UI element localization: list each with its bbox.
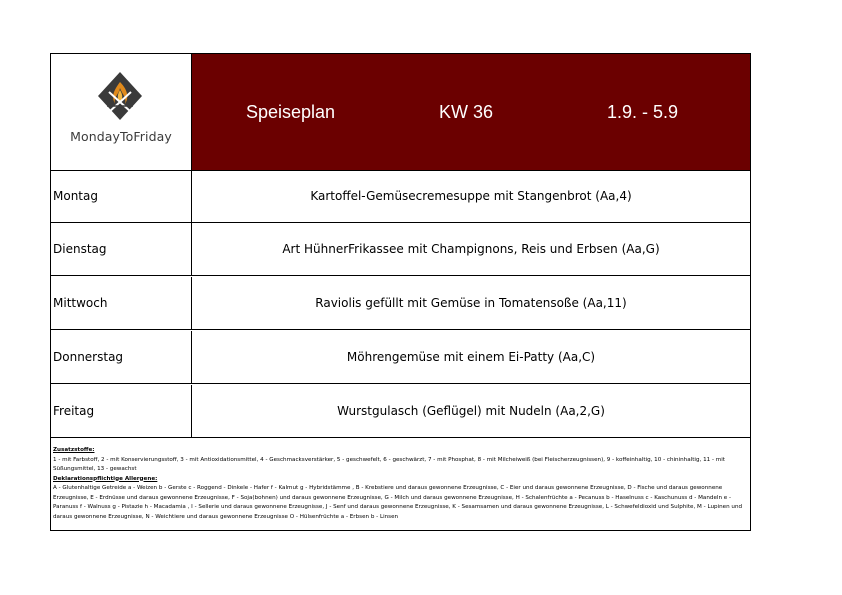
footnotes xyxy=(53,446,746,522)
day-label: Mittwoch xyxy=(51,277,192,329)
flame-logo-icon xyxy=(95,70,145,124)
meal-description: Wurstgulasch (Geflügel) mit Nudeln (Aa,2,G) xyxy=(337,404,605,418)
table-row xyxy=(51,277,750,330)
logo-cell xyxy=(51,54,192,170)
day-label: Montag xyxy=(51,170,192,222)
menu-sheet xyxy=(50,53,751,531)
week-label: KW 36 xyxy=(439,102,494,122)
page-title: Speiseplan xyxy=(246,102,336,122)
additives-heading: Zusatzstoffe: xyxy=(53,447,95,453)
table-row xyxy=(51,385,750,438)
meal-description: Raviolis gefüllt mit Gemüse in Tomatensoße (Aa,11) xyxy=(315,296,627,310)
day-label: Freitag xyxy=(51,385,192,437)
meal-description: Kartoffel-Gemüsecremesuppe mit Stangenbrot (Aa,4) xyxy=(310,189,632,203)
day-label: Dienstag xyxy=(51,223,192,275)
header xyxy=(51,54,750,171)
day-label: Donnerstag xyxy=(51,331,192,383)
allergens-heading: Deklarationspflichtige Allergene: xyxy=(53,475,158,482)
meal-description: Möhrengemüse mit einem Ei-Patty (Aa,C) xyxy=(346,350,596,364)
logo-text: MondayToFriday xyxy=(70,129,172,144)
title-banner xyxy=(192,54,750,170)
table-row xyxy=(51,170,750,223)
additives-text: 1 - mit Farbstoff, 2 - mit Konservierungsstoff, 3 - mit Antioxidationsmittel, 4 - Geschmacksverstärker, 5 - geschwefelt, 6 - geschwärzt, 7 - mit Phosphat, 8 - mit Milcheiweiß (bei Fleischerzeugnissen), 9 - koffeinhaltig, 10 - chininhaltig, 11 - mit Süßungsmittel, 13 - gewachst xyxy=(53,456,725,472)
table-row xyxy=(51,331,750,384)
table-row xyxy=(51,223,750,276)
date-range: 1.9. - 5.9 xyxy=(607,102,679,122)
allergens-text: A - Glutenhaltige Getreide a - Weizen b - Gerste c - Roggend - Dinkele - Hafer f - Kalmut g - Hybridstämme , B - Krebstiere und daraus gewonnene Erzeugnisse, C - Eier und daraus gewonnene Erzeugnisse, D - Fische und daraus gewonnene Erzeugnisse, E - Erdnüsse und daraus gewonnene Erzeugnisse, F - Soja(bohnen) und daraus gewonnene Erzeugnisse, G - Milch und daraus gewonnene Erzeugnisse, H - Schalenfrüchte a - Pecanuss b - Haselnuss c - Kaschunuss d - Mandeln e - Paranuss f - Walnuss g - Pistazie h - Macadamia , I - Sellerie und daraus gewonnene Erzeugnisse, J - Senf und daraus gewonnene Erzeugnisse, K - Sesamsamen und daraus gewonnene Erzeugnisse, L - Schwefeldioxid und Sulphite, M - Lupinen und daraus gewonnene Erzeugnisse, N - Weichtiere und daraus gewonnene Erzeugnisse O - Hülsenfrüchte a - Erbsen b - Linsen xyxy=(53,485,743,520)
meal-description: Art HühnerFrikassee mit Champignons, Reis und Erbsen (Aa,G) xyxy=(282,242,660,256)
